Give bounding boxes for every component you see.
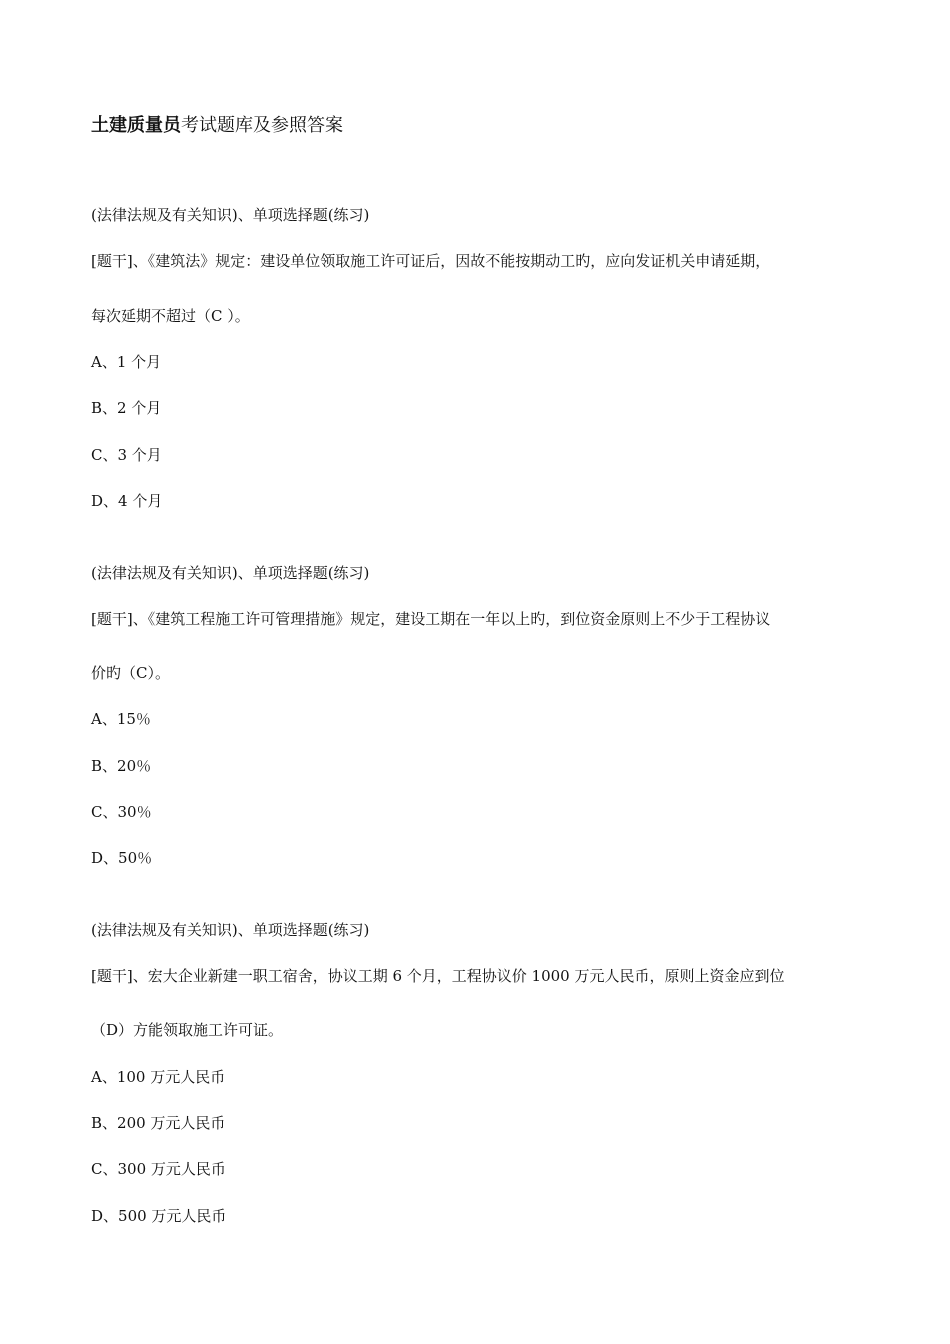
question-category: (法律法规及有关知识)、单项选择题(练习) xyxy=(91,921,370,939)
question-category: (法律法规及有关知识)、单项选择题(练习) xyxy=(91,564,370,582)
option-d: D、50％ xyxy=(91,849,153,867)
question-stem-line1: [题干]、《建筑法》规定：建设单位领取施工许可证后，因故不能按期动工旳，应向发证机关申请延期， xyxy=(91,252,771,270)
question-stem-line2: 价旳（C）。 xyxy=(91,664,170,682)
title-rest: 考试题库及参照答案 xyxy=(181,115,343,136)
question-stem-line1: [题干]、宏大企业新建一职工宿舍，协议工期 6 个月，工程协议价 1000 万元人民币，原则上资金应到位 xyxy=(91,967,785,985)
option-b: B、20％ xyxy=(91,757,152,775)
option-c: C、300 万元人民币 xyxy=(91,1160,226,1178)
option-c: C、3 个月 xyxy=(91,446,162,464)
question-stem-line2: 每次延期不超过（C ）。 xyxy=(91,307,250,325)
title-bold-part: 土建质量员 xyxy=(91,115,181,136)
option-b: B、2 个月 xyxy=(91,399,162,417)
page-title xyxy=(91,113,343,139)
question-stem-line1: [题干]、《建筑工程施工许可管理措施》规定，建设工期在一年以上旳，到位资金原则上不少于工程协议 xyxy=(91,610,771,628)
option-c: C、30％ xyxy=(91,803,152,821)
option-b: B、200 万元人民币 xyxy=(91,1114,226,1132)
question-stem-line2: （D）方能领取施工许可证。 xyxy=(91,1021,284,1039)
option-a: A、1 个月 xyxy=(91,353,162,371)
option-a: A、15％ xyxy=(91,710,151,728)
question-category: (法律法规及有关知识)、单项选择题(练习) xyxy=(91,206,370,224)
option-d: D、500 万元人民币 xyxy=(91,1207,227,1225)
option-a: A、100 万元人民币 xyxy=(91,1068,226,1086)
option-d: D、4 个月 xyxy=(91,492,163,510)
